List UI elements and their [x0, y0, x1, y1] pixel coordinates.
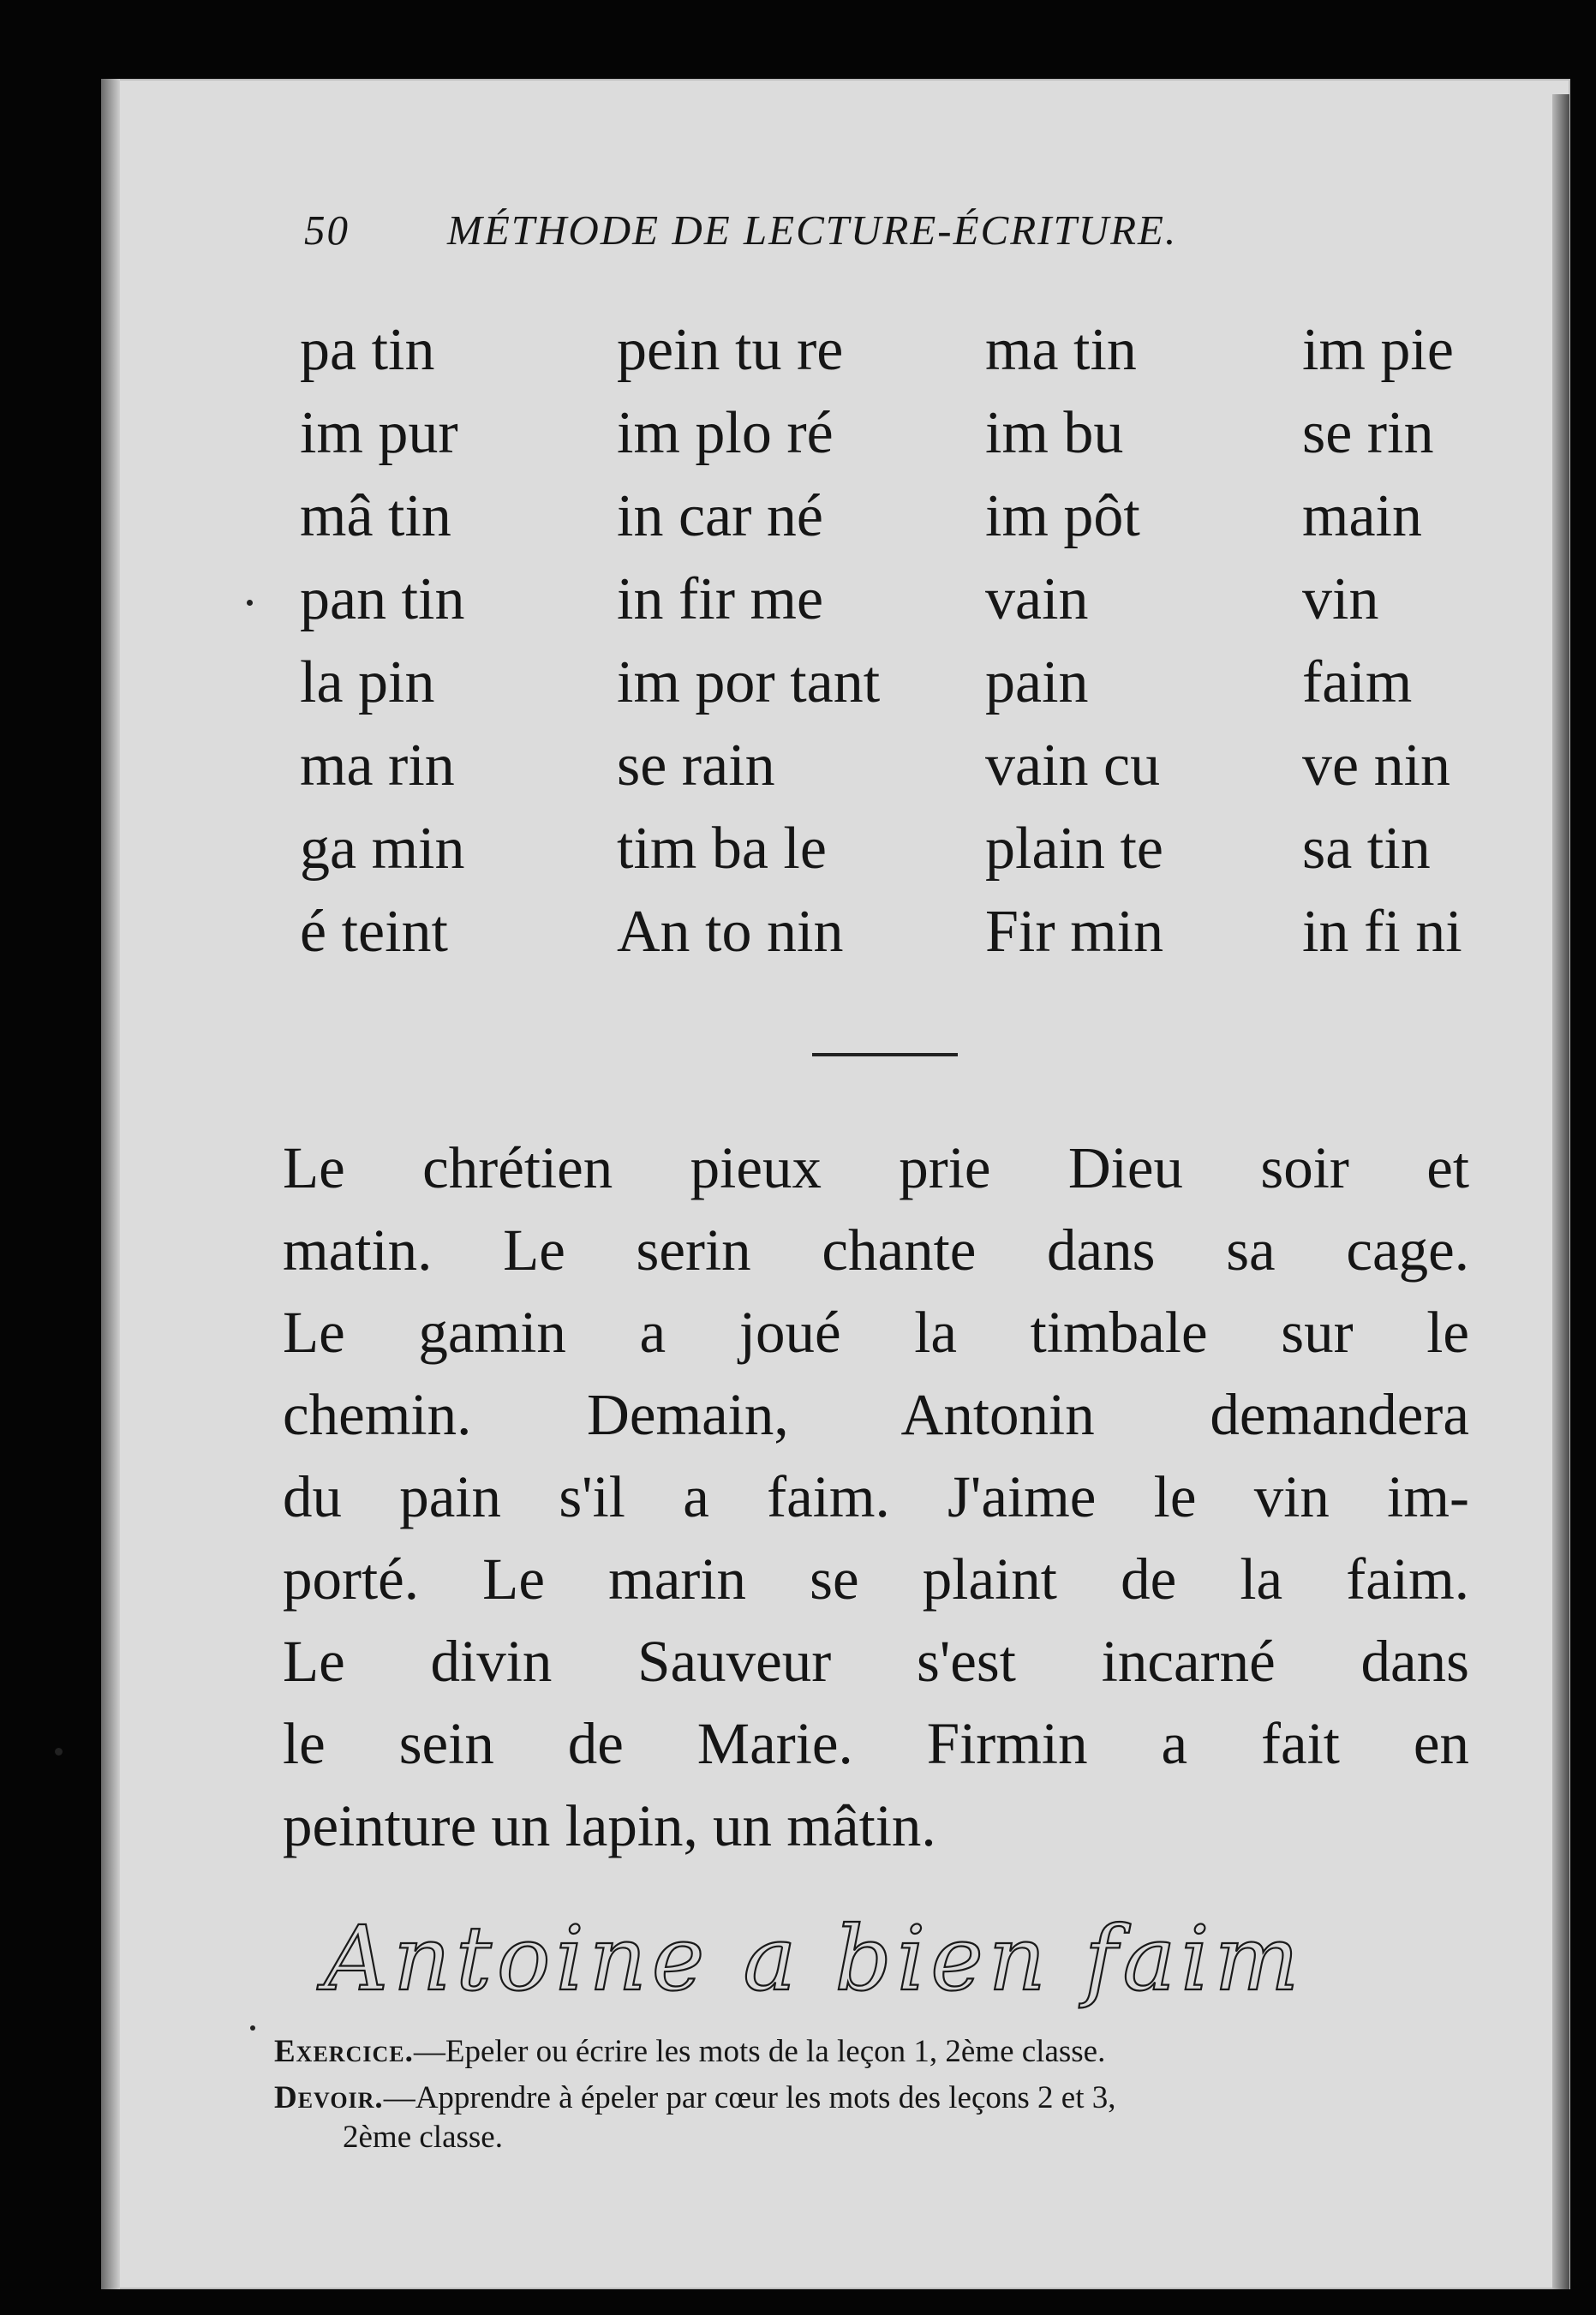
- devoir-text: —Apprendre à épeler par cœur les mots des leçons 2 et 3,: [383, 2080, 1116, 2115]
- word-column: [985, 308, 1163, 973]
- page-binding-edge: [101, 79, 120, 2289]
- running-title: MÉTHODE DE LECTURE-ÉCRITURE.: [447, 206, 1178, 254]
- word-item: se rin: [1302, 400, 1434, 466]
- word-column: [1302, 308, 1462, 973]
- word-item: in fi ni: [1302, 899, 1462, 965]
- paragraph-line: peinture un lapin, un mâtin.: [283, 1793, 936, 1858]
- cursive-writing-sample: [315, 1893, 1429, 2031]
- ink-speck: [250, 2025, 255, 2031]
- paragraph-line: porté. Le marin se plaint de la faim.: [283, 1546, 1469, 1612]
- ink-speck: [55, 1748, 63, 1756]
- paragraph-line: Le divin Sauveur s'est incarné dans: [283, 1629, 1469, 1694]
- exercise-notes: [274, 2032, 1469, 2164]
- reading-paragraph: [283, 1127, 1469, 1867]
- word-item: im plo ré: [617, 400, 834, 466]
- word-item: im pie: [1302, 317, 1454, 383]
- word-item: ga min: [300, 816, 465, 882]
- word-item: faim: [1302, 649, 1413, 715]
- section-divider: [812, 1053, 958, 1056]
- word-item: main: [1302, 483, 1422, 549]
- word-item: pan tin: [300, 566, 465, 632]
- word-item: im por tant: [617, 649, 881, 715]
- exercise-label: Exercice.: [274, 2034, 414, 2069]
- running-header: [304, 206, 1375, 266]
- word-item: vain: [985, 566, 1089, 632]
- word-item: im pôt: [985, 483, 1140, 549]
- word-item: vain cu: [985, 733, 1161, 799]
- word-item: pa tin: [300, 317, 435, 383]
- word-item: pain: [985, 649, 1089, 715]
- word-item: é teint: [300, 899, 448, 965]
- ink-speck: [247, 600, 253, 606]
- paragraph-line: matin. Le serin chante dans sa cage.: [283, 1217, 1469, 1283]
- word-item: vin: [1302, 566, 1379, 632]
- word-item: in fir me: [617, 566, 824, 632]
- page-right-edge: [1552, 94, 1569, 2289]
- word-item: An to nin: [617, 899, 844, 965]
- word-item: pein tu re: [617, 317, 844, 383]
- word-item: se rain: [617, 733, 775, 799]
- word-column: [617, 308, 880, 973]
- word-item: tim ba le: [617, 816, 827, 882]
- devoir-note: [274, 2079, 1469, 2157]
- devoir-label: Devoir.: [274, 2080, 384, 2115]
- cursive-text: Antoine a bien faim: [324, 1906, 1305, 2011]
- word-item: im bu: [985, 400, 1124, 466]
- syllable-word-table: [300, 308, 1499, 977]
- word-item: mâ tin: [300, 483, 451, 549]
- word-item: Fir min: [985, 899, 1164, 965]
- page-number: 50: [304, 206, 350, 254]
- word-item: ma rin: [300, 733, 455, 799]
- paragraph-line: Le gamin a joué la timbale sur le: [283, 1300, 1469, 1365]
- word-item: im pur: [300, 400, 458, 466]
- exercise-text: —Epeler ou écrire les mots de la leçon 1, 2ème classe.: [413, 2034, 1106, 2069]
- word-column: [300, 308, 464, 973]
- paragraph-line: du pain s'il a faim. J'aime le vin im-: [283, 1464, 1469, 1529]
- word-item: plain te: [985, 816, 1163, 882]
- word-item: ve nin: [1302, 733, 1451, 799]
- paragraph-line: le sein de Marie. Firmin a fait en: [283, 1711, 1469, 1776]
- word-item: sa tin: [1302, 816, 1431, 882]
- exercise-note: [274, 2032, 1469, 2072]
- devoir-text-continued: 2ème classe.: [343, 2120, 503, 2155]
- word-item: la pin: [300, 649, 435, 715]
- word-item: in car né: [617, 483, 823, 549]
- paragraph-line: Le chrétien pieux prie Dieu soir et: [283, 1135, 1469, 1200]
- word-item: ma tin: [985, 317, 1137, 383]
- paragraph-line: chemin. Demain, Antonin demandera: [283, 1382, 1469, 1447]
